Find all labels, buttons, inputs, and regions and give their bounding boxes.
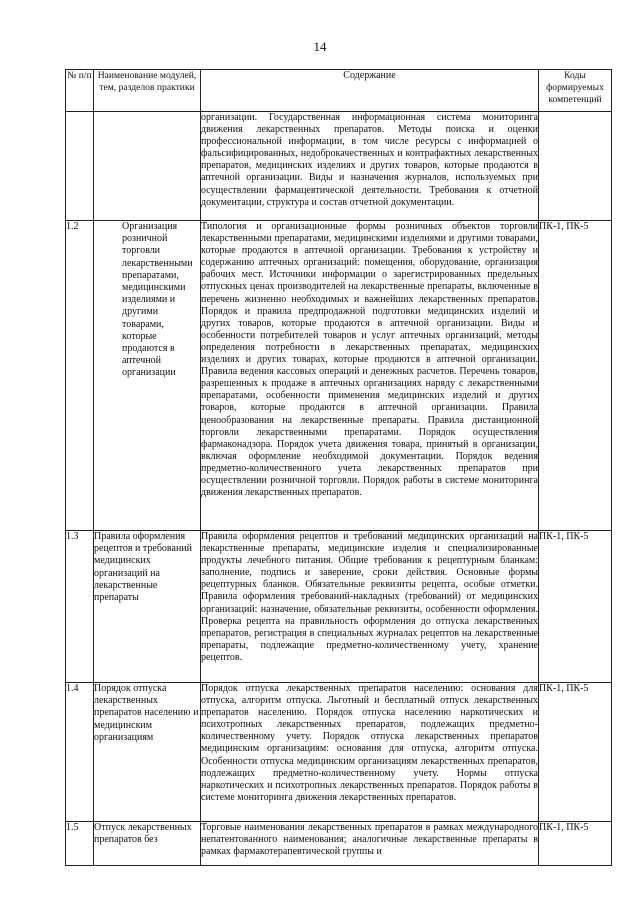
row-content: Типология и организационные формы розничных объектов торговли лекарственными препаратами, медицинскими изделиями и другими товарами, которые продаются в аптечной организации. Требования к устройству и содержанию аптечных организаций: помещения, оборудование, организация рабочих мест. Источники информации о зарегистрированных предельных отпускных ценах производителей на лекарственные препараты, включенные в перечень жизненно необходимых и важнейших лекарственных препаратов. Порядок и правила предпродажной подготовки медицинских изделий и других товаров, которые продаются в аптечной организации. Виды и особенности потребителей товаров и услуг аптечных организаций, методы определения потребности в лекарственных препаратах, медицинских изделиях и других товарах, которые продаются в аптечной организации. Правила ведения кассовых операций и денежных расчетов. Перечень товаров, разрешенных к продаже в аптечных организациях наряду с лекарственными препаратами, особенности применения медицинских изделий и других товаров, которые продаются в аптечной организации. Правила ценообразования на лекарственные препараты. Правила дистанционной торговли лекарственными препаратами. Порядок осуществления фармаконадзора. Порядок учета движения товара, принятый в организации, включая оформление необходимой документации. Порядок ведения предметно-количественного учета лекарственных препаратов при осуществлении розничной торговли. Порядок работы в системе мониторинга движения лекарственных препаратов.	[201, 221, 539, 531]
page-number: 14	[313, 39, 327, 54]
row-number: 1.5	[66, 822, 94, 866]
curriculum-table	[65, 69, 612, 866]
row-codes: ПК-1, ПК-5	[539, 683, 612, 822]
header-number: № п/п	[66, 70, 94, 112]
row-content: Правила оформления рецептов и требований медицинских организаций на лекарственные препараты, медицинские изделия и специализированные продукты лечебного питания. Общие требования к рецептурным бланкам: заполнение, подпись и заверение, сроки действия. Основные формы рецептурных бланков. Обязательные реквизиты рецепта, особые отметки. Правила оформления требований-накладных (требований) от медицинских организаций: назначение, обязательные реквизиты, особенности оформления. Проверка рецепта на правильность оформления до отпуска лекарственных препаратов, регистрация в специальных журналах рецептов на лекарственные препараты, подлежащие предметно-количественному учету, хранение рецептов.	[201, 531, 539, 683]
header-module: Наименование модулей, тем, разделов практики	[94, 70, 201, 112]
row-module: Правила оформления рецептов и требований медицинских организаций на лекарственные препараты	[94, 531, 201, 683]
row-number	[66, 112, 94, 221]
table-header-row	[66, 70, 612, 112]
row-number: 1.4	[66, 683, 94, 822]
row-module: Организация розничной торговли лекарственными препаратами, медицинскими изделиями и другими товарами, которые продаются в аптечной организации	[94, 221, 201, 531]
row-content: организации. Государственная информационная система мониторинга движения лекарственных препаратов. Методы поиска и оценки профессиональной информации, в том числе ресурсы с информацией о фальсифицированных, недоброкачественных и контрафактных лекарственных препаратов, медицинских изделиях и других товаров, которые продаются в аптечной организации. Виды и назначения журналов, используемых при осуществлении фармацевтической деятельности. Требования к отчетной документации, структура и состав отчетной документации.	[201, 112, 539, 221]
row-content: Порядок отпуска лекарственных препаратов населению: основания для отпуска, алгоритм отпуска. Льготный и бесплатный отпуск лекарственных препаратов населению. Порядок отпуска населению наркотических и психотропных лекарственных препаратов, подлежащих предметно-количественному учету. Порядок отпуска лекарственных препаратов медицинским организациям: основания для отпуска, алгоритм отпуска. Особенности отпуска медицинским организациям лекарственных препаратов, подлежащих предметно-количественному учету. Нормы отпуска наркотических и психотропных лекарственных препаратов. Порядок работы в системе мониторинга движения лекарственных препаратов.	[201, 683, 539, 822]
row-codes: ПК-1, ПК-5	[539, 221, 612, 531]
row-number: 1.3	[66, 531, 94, 683]
table-row	[66, 531, 612, 683]
row-codes: ПК-1, ПК-5	[539, 531, 612, 683]
row-codes	[539, 112, 612, 221]
row-content: Торговые наименования лекарственных препаратов в рамках международного непатентованного наименования; аналогичные лекарственные препараты в рамках фармакотерапевтической группы и	[201, 822, 539, 866]
row-codes: ПК-1, ПК-5	[539, 822, 612, 866]
row-module: Порядок отпуска лекарственных препаратов населению и медицинским организациям	[94, 683, 201, 822]
header-content: Содержание	[201, 70, 539, 112]
table-row	[66, 221, 612, 531]
table-row	[66, 822, 612, 866]
table-row	[66, 112, 612, 221]
row-number: 1.2	[66, 221, 94, 531]
header-codes: Коды формируемых компетенций	[539, 70, 612, 112]
row-module	[94, 112, 201, 221]
table-row	[66, 683, 612, 822]
row-module: Отпуск лекарственных препаратов без	[94, 822, 201, 866]
